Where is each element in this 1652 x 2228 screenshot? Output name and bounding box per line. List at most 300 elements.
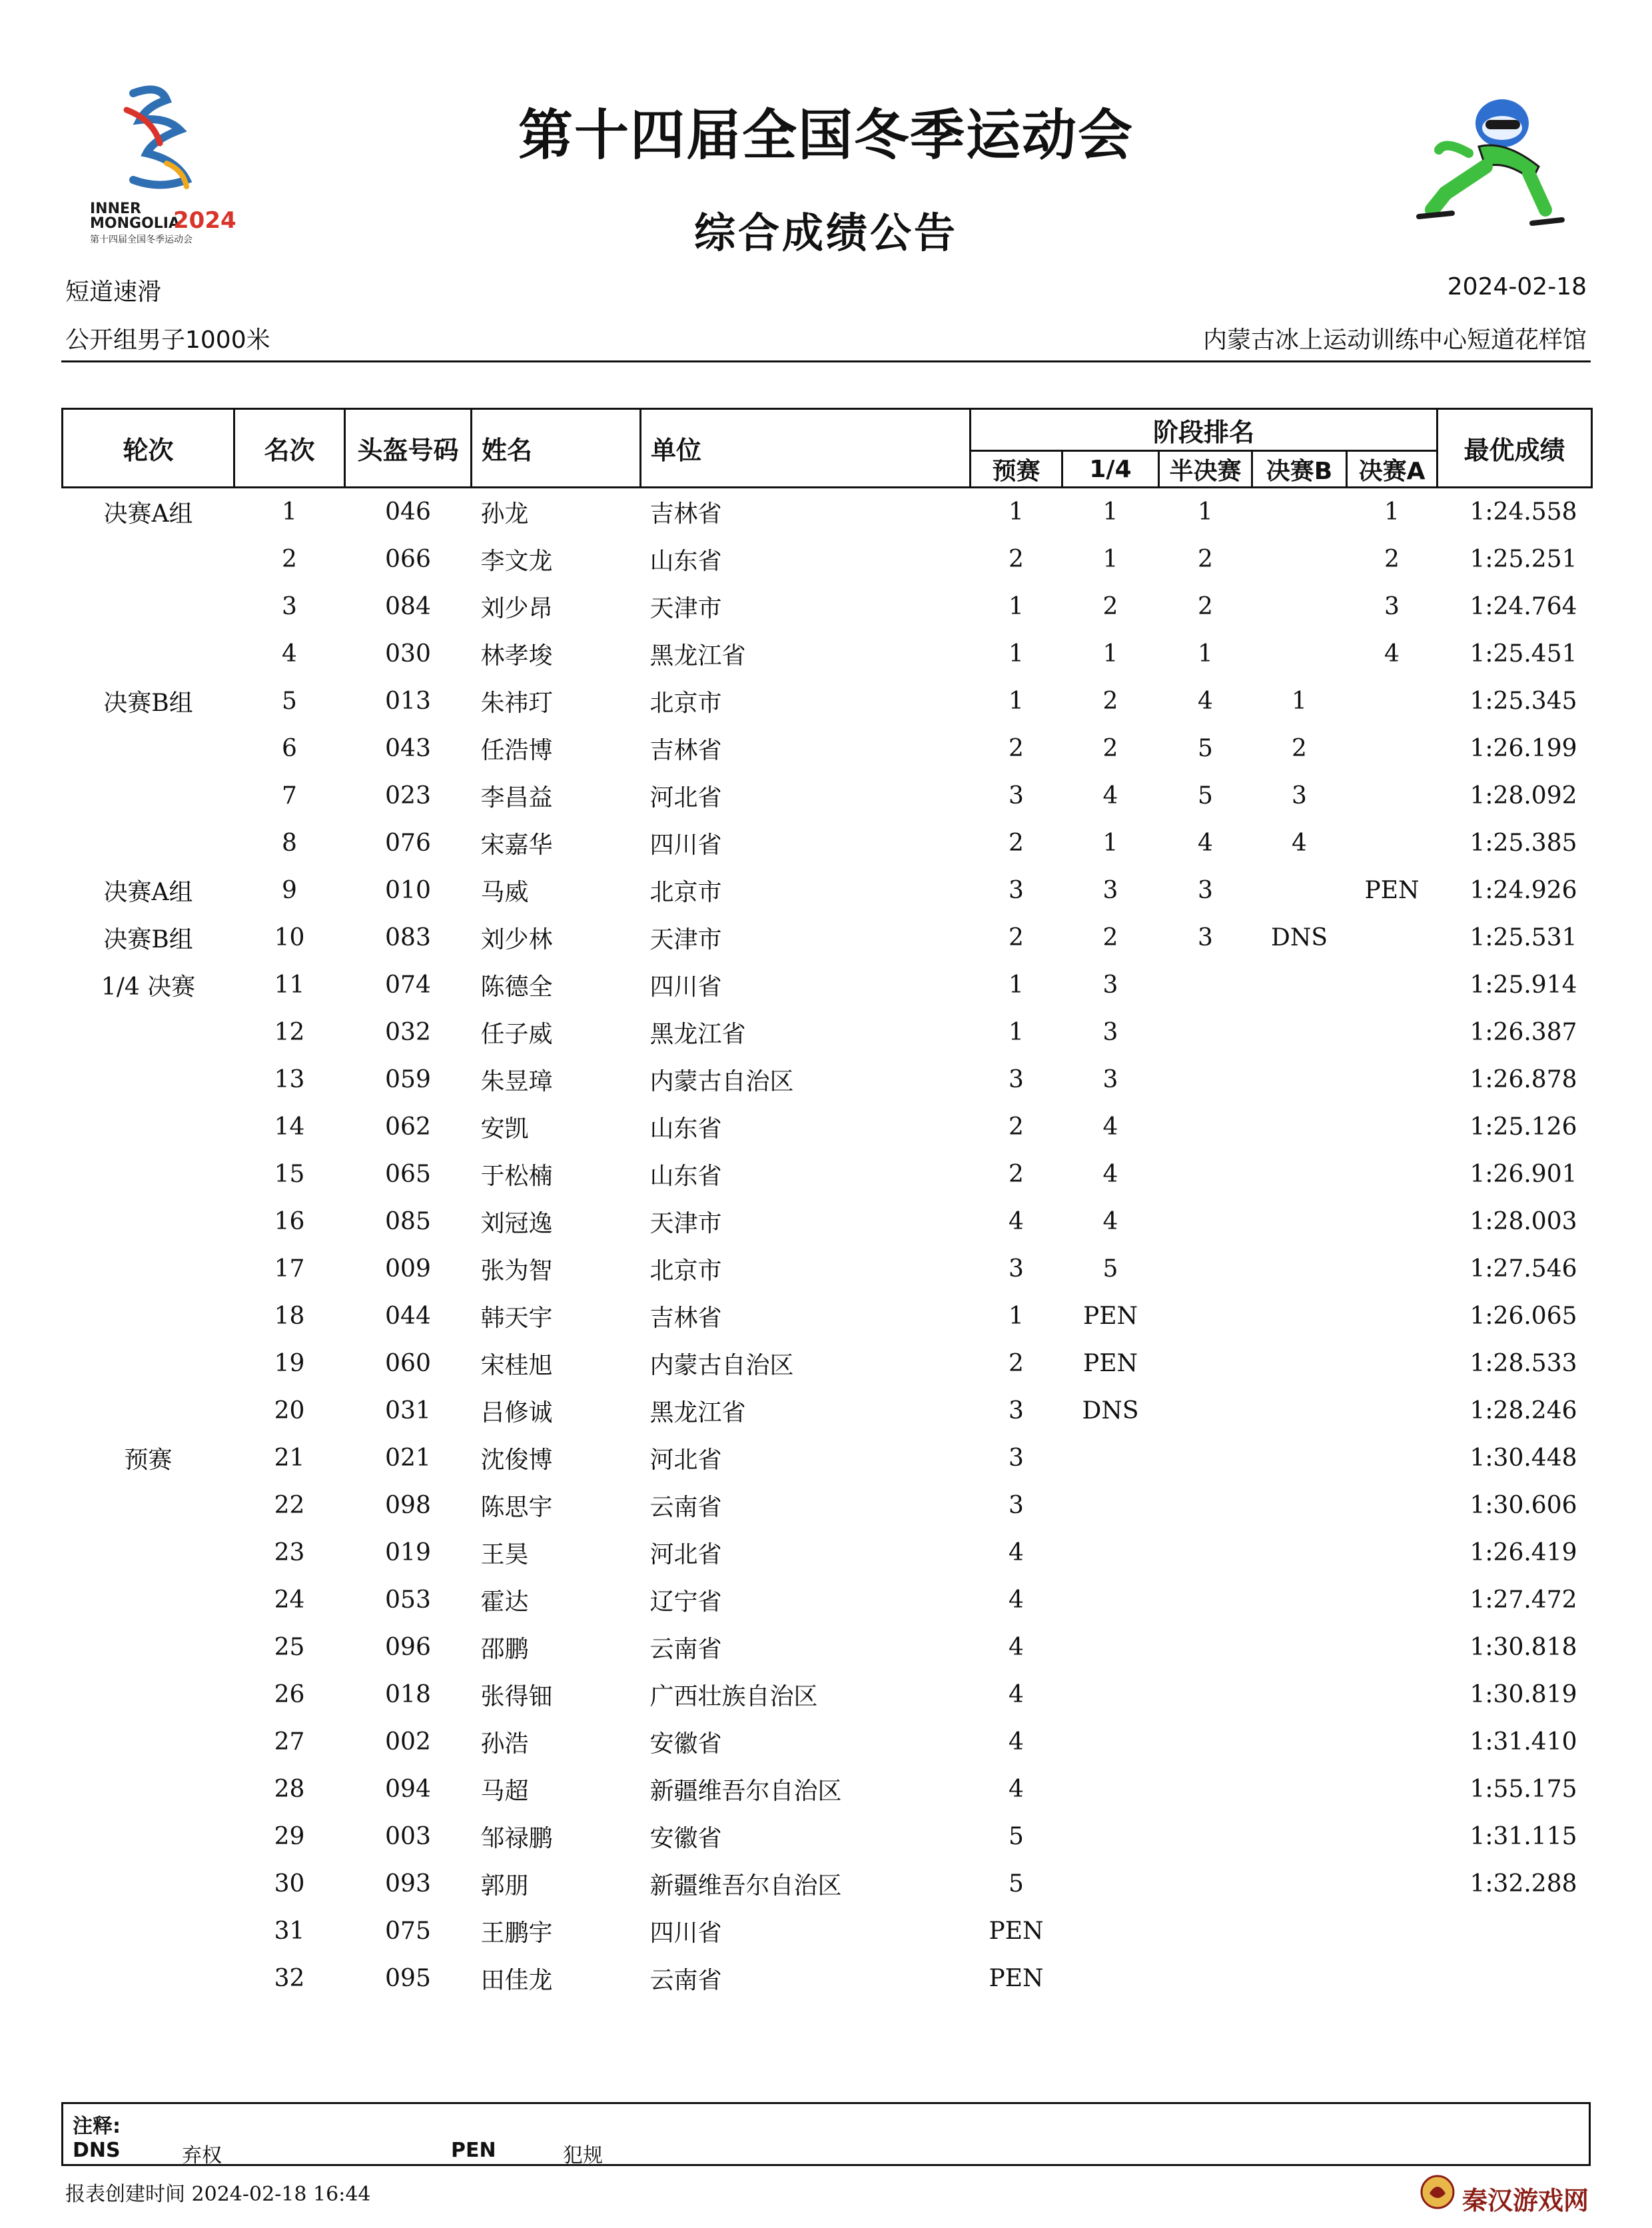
rank-cell: 31: [274, 1918, 305, 1945]
rank-cell: 17: [274, 1255, 305, 1283]
sf-rank-cell: [1159, 1529, 1252, 1576]
unit-cell: 四川省: [649, 832, 722, 859]
qf-rank-cell: [1062, 1766, 1159, 1813]
final-b-rank-cell: [1252, 583, 1347, 630]
name-cell: 刘冠逸: [480, 1210, 553, 1237]
table-row: [63, 1387, 1592, 1434]
rank-cell: 1: [282, 498, 297, 526]
final-a-rank-cell: [1347, 1529, 1438, 1576]
name-cell: 马超: [480, 1778, 529, 1805]
bib-cell: 093: [385, 1870, 431, 1898]
unit-cell: 天津市: [649, 1210, 722, 1237]
table-row: [63, 1624, 1592, 1671]
bib-cell: 084: [385, 593, 431, 620]
unit-cell: 山东省: [649, 548, 722, 575]
bib-cell: 046: [385, 498, 431, 526]
best-time-cell: 1:26.878: [1469, 1066, 1577, 1093]
sf-rank-cell: [1159, 1151, 1252, 1198]
qf-rank-cell: 3: [1102, 1019, 1118, 1046]
round-cell: [63, 1576, 234, 1624]
note-dns-abbr: DNS: [73, 2139, 121, 2162]
name-cell: 孙龙: [480, 500, 529, 528]
sf-rank-cell: [1159, 1245, 1252, 1293]
qf-rank-cell: 3: [1102, 877, 1118, 904]
rank-cell: 27: [274, 1728, 305, 1756]
table-row: [63, 536, 1592, 583]
bib-cell: 032: [385, 1019, 431, 1046]
final-b-rank-cell: [1252, 1671, 1347, 1718]
final-b-rank-cell: [1252, 1245, 1347, 1293]
heat-rank-cell: 3: [1009, 1255, 1024, 1283]
heat-rank-cell: 4: [1009, 1634, 1024, 1661]
rank-cell: 2: [282, 546, 297, 573]
sf-rank-cell: [1159, 1056, 1252, 1103]
sf-rank-cell: 2: [1198, 593, 1213, 620]
unit-cell: 北京市: [649, 1257, 722, 1285]
logo-inner-text: INNER: [90, 201, 141, 217]
final-b-rank-cell: [1252, 536, 1347, 583]
qf-rank-cell: 4: [1102, 1113, 1118, 1141]
qf-rank-cell: [1062, 1624, 1159, 1671]
final-a-rank-cell: [1347, 820, 1438, 867]
rank-cell: 7: [282, 782, 297, 810]
final-a-rank-cell: [1347, 1718, 1438, 1766]
sf-rank-cell: [1159, 1387, 1252, 1434]
note-pen-desc: 犯规: [563, 2144, 603, 2167]
final-a-rank-cell: 4: [1384, 640, 1400, 668]
best-time-cell: 1:30.819: [1469, 1681, 1577, 1708]
watermark-text: 秦汉游戏网: [1462, 2186, 1589, 2215]
sf-rank-cell: [1159, 1198, 1252, 1245]
final-a-rank-cell: [1347, 1576, 1438, 1624]
best-time-cell: 1:24.926: [1469, 877, 1577, 904]
qf-rank-cell: [1062, 1671, 1159, 1718]
heat-rank-cell: 1: [1009, 688, 1024, 715]
final-b-rank-cell: 4: [1292, 830, 1307, 857]
final-b-rank-cell: 3: [1292, 782, 1307, 810]
best-time-cell: 1:30.448: [1469, 1444, 1577, 1472]
rank-cell: 18: [274, 1303, 305, 1330]
unit-cell: 内蒙古自治区: [649, 1068, 794, 1095]
sf-rank-cell: [1159, 1766, 1252, 1813]
final-b-rank-cell: [1252, 1624, 1347, 1671]
heat-rank-cell: 4: [1009, 1681, 1024, 1708]
round-cell: 预赛: [124, 1446, 173, 1474]
final-a-rank-cell: [1347, 1340, 1438, 1387]
venue-label: 内蒙古冰上运动训练中心短道花样馆: [1202, 326, 1587, 354]
final-b-rank-cell: [1252, 1056, 1347, 1103]
unit-cell: 安徽省: [649, 1730, 722, 1758]
rank-cell: 5: [282, 688, 297, 715]
rank-cell: 10: [274, 924, 305, 951]
qf-rank-cell: [1062, 1718, 1159, 1766]
final-b-rank-cell: [1252, 1293, 1347, 1340]
name-cell: 李文龙: [480, 548, 553, 575]
bib-cell: 059: [385, 1066, 431, 1093]
col-stage-final-a: 决赛A: [1347, 451, 1438, 488]
round-cell: [63, 725, 234, 772]
page-title: 第十四届全国冬季运动会: [518, 104, 1134, 167]
heat-rank-cell: 1: [1009, 971, 1024, 999]
results-table: [61, 408, 1593, 2002]
bib-cell: 098: [385, 1492, 431, 1519]
sf-rank-cell: [1159, 961, 1252, 1009]
col-stage-final-b: 决赛B: [1252, 451, 1347, 488]
final-b-rank-cell: DNS: [1270, 924, 1328, 951]
round-cell: [63, 1529, 234, 1576]
sf-rank-cell: [1159, 1955, 1252, 2002]
col-name: 姓名: [472, 409, 641, 488]
sf-rank-cell: [1159, 1009, 1252, 1056]
rank-cell: 4: [282, 640, 297, 668]
rank-cell: 6: [282, 735, 297, 762]
logo-year-text: 2024: [173, 207, 236, 234]
final-b-rank-cell: [1252, 1813, 1347, 1860]
heat-rank-cell: 3: [1009, 877, 1024, 904]
table-row: [63, 1293, 1592, 1340]
watermark-logo-icon: [1419, 2173, 1456, 2211]
final-a-rank-cell: [1347, 1293, 1438, 1340]
note-dns-desc: 弃权: [182, 2144, 222, 2167]
sf-rank-cell: [1159, 1813, 1252, 1860]
qf-rank-cell: 4: [1102, 1208, 1118, 1235]
final-a-rank-cell: [1347, 1671, 1438, 1718]
table-row: [63, 583, 1592, 630]
round-cell: 1/4 决赛: [101, 973, 196, 1001]
final-a-rank-cell: 2: [1384, 546, 1400, 573]
sf-rank-cell: [1159, 1482, 1252, 1529]
round-cell: 决赛A组: [103, 500, 193, 528]
qf-rank-cell: PEN: [1082, 1303, 1138, 1330]
heat-rank-cell: 4: [1009, 1776, 1024, 1803]
heat-rank-cell: 2: [1009, 1113, 1024, 1141]
notes-box: [61, 2102, 1591, 2166]
final-a-rank-cell: [1347, 914, 1438, 961]
notes-label: 注释:: [73, 2115, 121, 2138]
rank-cell: 16: [274, 1208, 305, 1235]
sf-rank-cell: 1: [1198, 498, 1213, 526]
heat-rank-cell: 1: [1009, 1303, 1024, 1330]
final-b-rank-cell: [1252, 1908, 1347, 1955]
unit-cell: 新疆维吾尔自治区: [649, 1778, 842, 1805]
round-cell: [63, 1908, 234, 1955]
best-time-cell: 1:31.115: [1469, 1823, 1577, 1850]
final-a-rank-cell: [1347, 961, 1438, 1009]
final-b-rank-cell: [1252, 1576, 1347, 1624]
round-cell: 决赛B组: [103, 690, 193, 717]
heat-rank-cell: PEN: [989, 1918, 1044, 1945]
table-row: [63, 1908, 1592, 1955]
bib-cell: 013: [385, 688, 431, 715]
best-time-cell: 1:26.199: [1469, 735, 1577, 762]
rank-cell: 19: [274, 1350, 305, 1377]
unit-cell: 黑龙江省: [649, 642, 746, 670]
bib-cell: 044: [385, 1303, 431, 1330]
bib-cell: 074: [385, 971, 431, 999]
heat-rank-cell: 5: [1009, 1823, 1024, 1850]
name-cell: 张得钿: [480, 1683, 553, 1710]
final-a-rank-cell: [1347, 1009, 1438, 1056]
name-cell: 于松楠: [480, 1163, 553, 1190]
name-cell: 朱祎玎: [480, 690, 553, 717]
qf-rank-cell: 1: [1102, 546, 1118, 573]
final-a-rank-cell: [1347, 772, 1438, 820]
bib-cell: 030: [385, 640, 431, 668]
final-a-rank-cell: [1347, 1766, 1438, 1813]
bib-cell: 023: [385, 782, 431, 810]
bib-cell: 096: [385, 1634, 431, 1661]
round-cell: [63, 1009, 234, 1056]
unit-cell: 新疆维吾尔自治区: [649, 1872, 842, 1900]
name-cell: 韩天宇: [480, 1305, 553, 1332]
sf-rank-cell: [1159, 1908, 1252, 1955]
col-best: 最优成绩: [1438, 409, 1592, 488]
round-cell: [63, 820, 234, 867]
final-a-rank-cell: PEN: [1364, 877, 1420, 904]
name-cell: 王昊: [480, 1541, 529, 1568]
final-a-rank-cell: [1347, 1813, 1438, 1860]
unit-cell: 云南省: [649, 1494, 722, 1521]
table-row: [63, 1103, 1592, 1151]
heat-rank-cell: PEN: [989, 1965, 1044, 1992]
bib-cell: 021: [385, 1444, 431, 1472]
rank-cell: 9: [282, 877, 297, 904]
heat-rank-cell: 4: [1009, 1728, 1024, 1756]
heat-rank-cell: 4: [1009, 1539, 1024, 1566]
col-stage-heat: 预赛: [971, 451, 1062, 488]
unit-cell: 黑龙江省: [649, 1021, 746, 1048]
round-cell: [63, 1955, 234, 2002]
round-cell: [63, 1387, 234, 1434]
final-b-rank-cell: [1252, 1340, 1347, 1387]
qf-rank-cell: 5: [1102, 1255, 1118, 1283]
name-cell: 陈思宇: [480, 1494, 553, 1521]
bib-cell: 002: [385, 1728, 431, 1756]
name-cell: 孙浩: [480, 1730, 529, 1758]
rank-cell: 23: [274, 1539, 305, 1566]
final-a-rank-cell: [1347, 1387, 1438, 1434]
unit-cell: 山东省: [649, 1163, 722, 1190]
final-a-rank-cell: 3: [1384, 593, 1400, 620]
unit-cell: 吉林省: [649, 737, 722, 764]
qf-rank-cell: [1062, 1955, 1159, 2002]
sf-rank-cell: 5: [1198, 782, 1213, 810]
date-label: 2024-02-18: [1447, 273, 1587, 300]
bib-cell: 065: [385, 1161, 431, 1188]
note-pen-abbr: PEN: [451, 2139, 496, 2162]
bib-cell: 031: [385, 1397, 431, 1424]
table-row: [63, 1955, 1592, 2002]
col-stage-group: 阶段排名: [971, 409, 1438, 451]
sf-rank-cell: [1159, 1103, 1252, 1151]
table-row: [63, 630, 1592, 678]
name-cell: 林孝埈: [480, 642, 553, 670]
final-b-rank-cell: [1252, 1434, 1347, 1482]
qf-rank-cell: [1062, 1434, 1159, 1482]
final-b-rank-cell: [1252, 1860, 1347, 1908]
best-time-cell: 1:25.345: [1469, 688, 1577, 715]
name-cell: 李昌益: [480, 784, 553, 812]
table-row: [63, 1151, 1592, 1198]
heat-rank-cell: 2: [1009, 830, 1024, 857]
round-cell: [63, 1813, 234, 1860]
qf-rank-cell: [1062, 1860, 1159, 1908]
final-b-rank-cell: [1252, 1198, 1347, 1245]
bib-cell: 075: [385, 1918, 431, 1945]
qf-rank-cell: 2: [1102, 735, 1118, 762]
unit-cell: 山东省: [649, 1115, 722, 1143]
final-a-rank-cell: [1347, 678, 1438, 725]
logo-caption-text: 第十四届全国冬季运动会: [90, 235, 193, 245]
rank-cell: 26: [274, 1681, 305, 1708]
col-bib: 头盔号码: [345, 409, 472, 488]
final-a-rank-cell: [1347, 1482, 1438, 1529]
bib-cell: 083: [385, 924, 431, 951]
bib-cell: 010: [385, 877, 431, 904]
heat-rank-cell: 1: [1009, 593, 1024, 620]
rank-cell: 12: [274, 1019, 305, 1046]
unit-cell: 北京市: [649, 690, 722, 717]
heat-rank-cell: 2: [1009, 924, 1024, 951]
heat-rank-cell: 3: [1009, 1066, 1024, 1093]
name-cell: 张为智: [480, 1257, 553, 1285]
final-a-rank-cell: [1347, 1151, 1438, 1198]
round-cell: [63, 1340, 234, 1387]
qf-rank-cell: 3: [1102, 971, 1118, 999]
round-cell: [63, 772, 234, 820]
report-created: 报表创建时间 2024-02-18 16:44: [65, 2183, 371, 2206]
rank-cell: 8: [282, 830, 297, 857]
final-b-rank-cell: [1252, 488, 1347, 536]
best-time-cell: 1:26.387: [1469, 1019, 1577, 1046]
unit-cell: 广西壮族自治区: [649, 1683, 818, 1710]
qf-rank-cell: PEN: [1082, 1350, 1138, 1377]
qf-rank-cell: 2: [1102, 593, 1118, 620]
final-a-rank-cell: [1347, 1908, 1438, 1955]
table-row: [63, 1718, 1592, 1766]
round-cell: [63, 1198, 234, 1245]
round-cell: [63, 1766, 234, 1813]
best-time-cell: 1:26.419: [1469, 1539, 1577, 1566]
unit-cell: 辽宁省: [649, 1588, 722, 1616]
table-row: [63, 1245, 1592, 1293]
final-b-rank-cell: [1252, 1529, 1347, 1576]
round-cell: [63, 1103, 234, 1151]
unit-cell: 吉林省: [649, 1305, 722, 1332]
final-a-rank-cell: [1347, 1103, 1438, 1151]
table-row: [63, 1198, 1592, 1245]
best-time-cell: 1:28.003: [1469, 1208, 1577, 1235]
sf-rank-cell: [1159, 1718, 1252, 1766]
heat-rank-cell: 4: [1009, 1208, 1024, 1235]
best-time-cell: 1:28.246: [1469, 1397, 1577, 1424]
unit-cell: 内蒙古自治区: [649, 1352, 794, 1379]
heat-rank-cell: 3: [1009, 1492, 1024, 1519]
name-cell: 宋桂旭: [480, 1352, 553, 1379]
round-cell: [63, 583, 234, 630]
heat-rank-cell: 5: [1009, 1870, 1024, 1898]
name-cell: 马威: [480, 879, 529, 906]
name-cell: 霍达: [480, 1588, 529, 1616]
best-time-cell: 1:32.288: [1469, 1870, 1577, 1898]
best-time-cell: 1:25.451: [1469, 640, 1577, 668]
table-row: [63, 772, 1592, 820]
final-b-rank-cell: [1252, 1955, 1347, 2002]
qf-rank-cell: 2: [1102, 924, 1118, 951]
unit-cell: 河北省: [649, 1446, 722, 1474]
final-b-rank-cell: 2: [1292, 735, 1307, 762]
bib-cell: 018: [385, 1681, 431, 1708]
table-row: [63, 1056, 1592, 1103]
name-cell: 沈俊博: [480, 1446, 553, 1474]
round-cell: [63, 1293, 234, 1340]
unit-cell: 北京市: [649, 879, 722, 906]
heat-rank-cell: 1: [1009, 498, 1024, 526]
best-time-cell: 1:31.410: [1469, 1728, 1577, 1756]
table-row: [63, 1009, 1592, 1056]
rank-cell: 30: [274, 1870, 305, 1898]
best-time-cell: 1:27.472: [1469, 1586, 1577, 1614]
table-row: [63, 678, 1592, 725]
final-b-rank-cell: [1252, 1103, 1347, 1151]
results-body: [63, 488, 1592, 2003]
best-time-cell: 1:25.385: [1469, 830, 1577, 857]
table-row: [63, 914, 1592, 961]
sf-rank-cell: 3: [1198, 877, 1213, 904]
sf-rank-cell: [1159, 1340, 1252, 1387]
name-cell: 刘少昂: [480, 595, 553, 622]
table-row: [63, 1671, 1592, 1718]
rank-cell: 20: [274, 1397, 305, 1424]
col-rank: 名次: [234, 409, 345, 488]
qf-rank-cell: 1: [1102, 640, 1118, 668]
sf-rank-cell: [1159, 1860, 1252, 1908]
event-label: 公开组男子1000米: [65, 326, 270, 354]
table-row: [63, 488, 1592, 536]
name-cell: 宋嘉华: [480, 832, 553, 859]
bib-cell: 053: [385, 1586, 431, 1614]
unit-cell: 四川省: [649, 1920, 722, 1947]
bib-cell: 003: [385, 1823, 431, 1850]
final-a-rank-cell: [1347, 1434, 1438, 1482]
final-a-rank-cell: 1: [1384, 498, 1400, 526]
unit-cell: 四川省: [649, 973, 722, 1001]
unit-cell: 安徽省: [649, 1825, 722, 1852]
round-cell: [63, 1056, 234, 1103]
best-time-cell: [1438, 1908, 1592, 1955]
heat-rank-cell: 3: [1009, 1397, 1024, 1424]
page-subtitle: 综合成绩公告: [693, 209, 958, 257]
sf-rank-cell: [1159, 1293, 1252, 1340]
heat-rank-cell: 3: [1009, 1444, 1024, 1472]
final-b-rank-cell: [1252, 1482, 1347, 1529]
round-cell: [63, 1482, 234, 1529]
name-cell: 安凯: [480, 1115, 529, 1143]
table-row: [63, 1860, 1592, 1908]
table-row: [63, 1576, 1592, 1624]
qf-rank-cell: DNS: [1082, 1397, 1139, 1424]
table-row: [63, 1766, 1592, 1813]
bib-cell: 009: [385, 1255, 431, 1283]
bib-cell: 085: [385, 1208, 431, 1235]
qf-rank-cell: 1: [1102, 498, 1118, 526]
heat-rank-cell: 2: [1009, 546, 1024, 573]
table-row: [63, 1340, 1592, 1387]
best-time-cell: 1:30.606: [1469, 1492, 1577, 1519]
round-cell: [63, 1718, 234, 1766]
final-b-rank-cell: [1252, 1766, 1347, 1813]
bib-cell: 094: [385, 1776, 431, 1803]
